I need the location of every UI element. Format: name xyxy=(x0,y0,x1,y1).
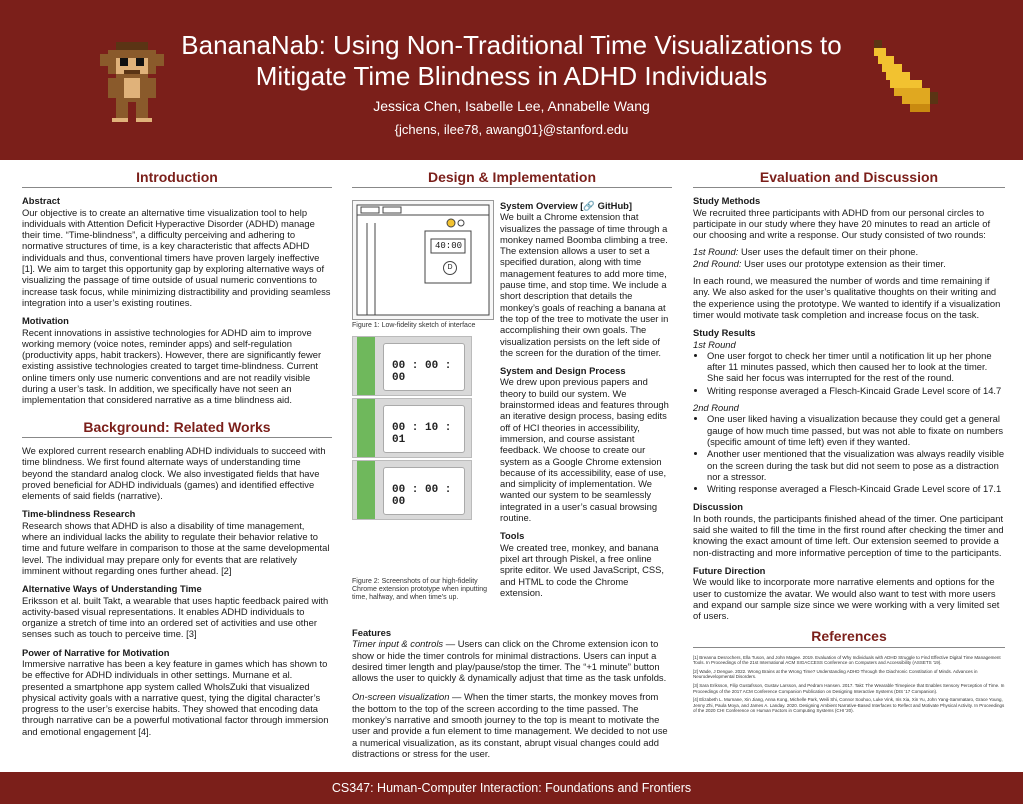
poster-authors: Jessica Chen, Isabelle Lee, Annabelle Wang xyxy=(373,98,650,114)
list-item: • Writing response averaged a Flesch-Kincaid Grade Level score of 14.7 xyxy=(707,385,1005,396)
list-item: • Another user mentioned that the visualization was always readily visible on the screen during the task but did not seem to pose as a distraction nor a stressor. xyxy=(707,448,1005,482)
alt-ways-title: Alternative Ways of Understanding Time xyxy=(22,583,202,595)
process-text: We drew upon previous papers and theory to build our system. We brainstormed ideas and features through an iterative design process, basing edits off of HCI theories in accessibility, immersion, and course assistant feedback. We choose to create our system as a Google Chrome extension because of its accessibility, ease of use, and simplicity of implementation. We wanted our system to be seamlessly integrated in a user’s casual browsing routine. xyxy=(500,376,669,524)
figure1-sketch xyxy=(352,200,494,320)
round1-label: 1st Round: xyxy=(693,246,739,258)
poster-title: BananaNab: Using Non-Traditional Time Visualizations to Mitigate Time Blindness in ADHD Individuals xyxy=(181,30,842,91)
feature1-text: — Users can click on the Chrome extension icon to show or hide the timer controls for minimal distractions. Users can input a desired timer length and play/pause/stop the timer. The “+1 minute” button allows the user to quickly & dynamically adjust that time as the task unfolds. xyxy=(352,638,667,684)
feature1-label: Timer input & controls xyxy=(352,638,444,650)
features-title: Features xyxy=(352,627,392,638)
references-list xyxy=(693,655,1005,714)
list-item: • One user forgot to check her timer until a notification lit up her phone after 11 minutes passed, which then caused her to look at the timer. She said her focus was interrupted for the rest of the round. xyxy=(707,350,1005,384)
sketch-button: D xyxy=(443,261,457,275)
timer-display: 00 : 00 : 00 xyxy=(392,484,452,508)
reference-item: [1] Breanna Desrochers, Ella Tuson, and John Magee. 2019. Evaluation of Why Individuals with ADHD Struggle to Find Effective Digital Time Management Tools. In Proceedings of the 21st International ACM SIGACCESS Conference on Computers and Accessibility (ASSETS '19). xyxy=(693,654,1001,666)
process-title: System and Design Process xyxy=(500,365,626,377)
narrative-title: Power of Narrative for Motivation xyxy=(22,646,170,658)
reference-item: [2] Wade, J Dengue. 2022. Wrong Brains at the Wrong Time? Understanding ADHD Through the Diachronic Constitution of Minds. Advances in Neurodevelopmental Disorders. xyxy=(693,668,978,680)
future-text: We would like to incorporate more narrative elements and options for the user to customize the avatar. We would also want to test with more users and expand our sample size since we were working with a very limited set of users. xyxy=(693,576,1000,622)
feature2-label: On-screen visualization xyxy=(352,691,450,703)
list-item: • One user liked having a visualization because they could get a general gauge of how much time passed, but was not able to fixate on numbers (specific amount of time left) even if they wanted. xyxy=(707,413,1005,447)
round1-results-list xyxy=(693,350,1005,396)
timeblindness-text: Research shows that ADHD is also a disability of time management, where an individual lacks the ability to regulate their behavior relative to time and future welfare in comparison to those at the same developmental level. The individual may prepare only for events that are relatively imminent without regarding ones further ahead. [2] xyxy=(22,519,330,576)
sketch-drawing xyxy=(353,201,493,319)
banana-pixel-icon xyxy=(862,40,938,116)
alt-ways-text: Eriksson et al. built Takt, a wearable that uses haptic feedback paired with activity-based visual representations. It enables ADHD individuals to organize a stretch of time into an ordered set of activities and use other senses such as touch to perceive time. [3] xyxy=(22,594,329,640)
tree-graphic xyxy=(357,461,375,519)
design-right-text xyxy=(500,200,672,604)
prototype-screenshot-3 xyxy=(352,460,472,520)
reference-item: [4] Elizabeth L. Murnane, Xin Jiang, Anna Kong, Michelle Park, Weili Shi, Connor Soohoo, Luke Vink, Iris Xia, Xin Yu, John Yang-Sammataro, Grace Young, Jenny Zhi, Paula Moya, and James A. Landay. 2020. Designing Ambient Narrative-Based Interfaces to Reflect and Motivate Physical Activity. In Proceedings of the 2020 CHI Conference on Human Factors in Computing Systems (CHI '20). xyxy=(693,697,1005,714)
sketch-clock: 40:00 xyxy=(435,241,463,251)
methods-text-2: In each round, we measured the number of words and time remaining if any. We also asked for the user’s qualitative thoughts on their writing and the experience using the prototype. We wanted to identify if a visualization timer would motivate task completion and increase focus on the task. xyxy=(693,275,1001,320)
features-block xyxy=(352,620,672,765)
abstract-title: Abstract xyxy=(22,195,61,207)
round2-text: User uses our prototype extension as their timer. xyxy=(741,257,946,269)
overview-text: We built a Chrome extension that visualizes the passage of time through a monkey named Boomba climbing a tree. The extension allows a user to set a specified duration, along with time management features to add more time, pause time, and stop time. We include a short description that details the monkey’s goals of reaching a banana at the top of the tree to motivate the user in accomplishing their own goals. The visualization persists on the left side of the screen for the duration of the timer. xyxy=(500,211,669,358)
column-right xyxy=(693,169,1005,717)
section-heading-evaluation: Evaluation and Discussion xyxy=(693,172,1005,188)
timer-panel xyxy=(383,405,465,453)
methods-text: We recruited three participants with ADHD from our personal circles to participate in our study where they have 20 minutes to read an article of our choosing and write a response. Our study consisted of two rounds: xyxy=(693,206,991,241)
discussion-text: In both rounds, the participants finished ahead of the timer. One participant said she waited to fill the time in the first round after checking the timer and knowing the exact amount of time left. Our extension seemed to provide a non-distracting and more informative perception of time to the participants. xyxy=(693,512,1004,558)
round2-results-list xyxy=(693,413,1005,494)
abstract-text: Our objective is to create an alternative time visualization tool to help individuals with Attention Deficit Hyperactive Disorder (ADHD) manage their time. “Time-blindness”, a difficulty perceiving and adhering to normative structures of time, is a key characteristic that affects ADHD individuals and thus, conventional timers have proven largely ineffective [1]. We aim to target this opportunity gap by exploring alternative ways of visualizing the passage of time outside of usual numeric conventions to increase task focus, while minimizing distractibility and providing seamless integration into a user’s existing routines. xyxy=(22,206,331,308)
tools-text: We created tree, monkey, and banana pixel art through Piskel, a free online sprite editor. We used JavaScript, CSS, and HTML to code the Chrome extension. xyxy=(500,541,664,598)
round2-label: 2nd Round: xyxy=(693,257,742,269)
background-intro: We explored current research enabling ADHD individuals to succeed with time blindness. We first found alternate ways of understanding time beyond the standard analog clock. We also investigated fields that have proved beneficial for ADHD individuals (games) and identified effective elements of said fields (narrative). xyxy=(22,444,326,502)
timer-display: 00 : 10 : 01 xyxy=(392,422,452,446)
results-title: Study Results xyxy=(693,327,756,339)
list-item: • Writing response averaged a Flesch-Kincaid Grade Level score of 17.1 xyxy=(707,483,1005,494)
reference-item: [3] Sara Eriksson, Filip Gustafsson, Gustav Larsson, and Pedram Hansen. 2017. Takt: The Wearable Timepiece that Enables Sensory Perception of Time. In Proceedings of the 2017 ACM Conference Companion Publication on Designing Interactive Systems (DIS '17 Companion). xyxy=(693,683,1005,694)
timer-panel xyxy=(383,467,465,515)
methods-title: Study Methods xyxy=(693,195,761,207)
poster-emails: {jchens, ilee78, awang01}@stanford.edu xyxy=(394,122,629,137)
figure2-caption: Figure 2: Screenshots of our high-fidelity Chrome extension prototype when inputting time, halfway, and when time’s up. xyxy=(352,578,488,601)
overview-title[interactable]: System Overview [🔗 GitHub] xyxy=(500,200,633,211)
tools-title: Tools xyxy=(500,530,525,542)
timeblindness-title: Time-blindness Research xyxy=(22,508,136,520)
tree-graphic xyxy=(357,337,375,395)
prototype-screenshot-2 xyxy=(352,398,472,458)
section-heading-references: References xyxy=(693,631,1005,647)
narrative-text: Immersive narrative has been a key feature in games which has shown to be effective for ADHD individuals in other settings. Murnane et al. presented a smartphone app system called WholsZuki that visualized physical activity goals with a narrative quest, tying the digital character’s progress to the user’s exercise habits. They showed that encoding data through narrative can be a powerful motivational factor through immersion and emotional engagement [4]. xyxy=(22,657,329,737)
poster-header xyxy=(0,0,1023,160)
motivation-text: Recent innovations in assistive technologies for ADHD aim to improve working memory (voice notes, reminder apps) and self-regulation (productivity apps, habit trackers). However, there are significantly fewer existing assistive technologies created to target time-blindness. Current online timers only use numeric conventions and are not readily visible during a user’s task. In addition, we specifically have not seen an implementation that considered narrative as a time blindness aid. xyxy=(22,326,322,406)
figure1-caption: Figure 1: Low-fidelity sketch of interface xyxy=(352,322,476,329)
prototype-screenshot-1 xyxy=(352,336,472,396)
timer-panel xyxy=(383,343,465,391)
round1-text: User uses the default timer on their phone. xyxy=(738,246,919,258)
discussion-title: Discussion xyxy=(693,501,744,513)
tree-graphic xyxy=(357,399,375,457)
round2-results-label: 2nd Round xyxy=(693,402,739,414)
figure2-screenshots xyxy=(352,336,470,580)
column-left xyxy=(22,169,332,743)
timer-display: 00 : 00 : 00 xyxy=(392,360,452,384)
section-heading-introduction: Introduction xyxy=(22,172,332,188)
round1-results-label: 1st Round xyxy=(693,338,736,350)
motivation-title: Motivation xyxy=(22,315,69,327)
poster-footer: CS347: Human-Computer Interaction: Foundations and Frontiers xyxy=(0,772,1023,804)
future-title: Future Direction xyxy=(693,564,766,576)
section-heading-background: Background: Related Works xyxy=(22,422,332,438)
feature2-text: — When the timer starts, the monkey moves from the bottom to the top of the screen according to the time passed. The monkey’s narrative and smooth journey to the top is meant to motivate the user and provide a fun element to time management. We decided to not use a numerical visualization, as its constant, abrupt visual changes could add distractions or stress for the user. xyxy=(352,691,668,759)
section-heading-design: Design & Implementation xyxy=(352,172,672,188)
